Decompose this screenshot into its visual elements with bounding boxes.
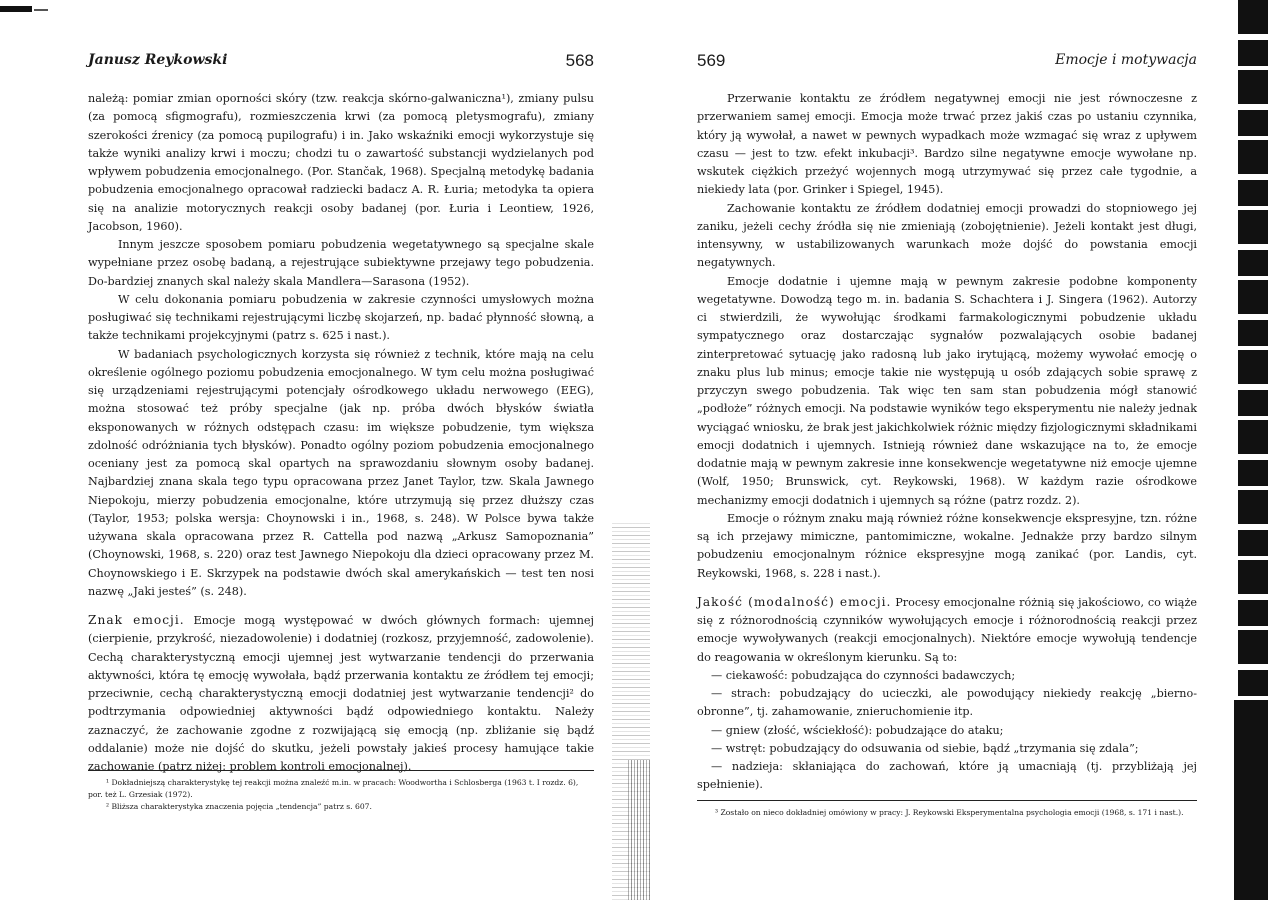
list-item: — gniew (złość, wściekłość): pobudzające do ataku; [711,723,1004,737]
chapter-title: Emocje i motywacja [1055,52,1197,68]
paragraph: W badaniach psychologicznych korzysta się również z technik, które mają na celu określenie ogólnego poziomu pobudzenia emocjonalnego. W tym celu można posługiwać się urządzeniami rejestrującymi potencjały ośrodkowego układu nerwowego (EEG), można stosować też próby specjalne (jak np. próba dwóch błysków światła eksponowanych w różnych odstępach czasu: im większe pobudzenie, tym większa zdolność odróżniania tych błysków). Ponadto ogólny poziom pobudzenia emocjonalnego oceniany jest za pomocą skal opartych na sprawozdaniu słownym osoby badanej. Najbardziej znana skala tego typu opracowana przez Janet Taylor, tzw. Skala Jawnego Niepokoju, mierzy pobudzenia emocjonalne, które utrzymują się przez dłuższy czas (Taylor, 1953; polska wersja: Choynowski i in., 1968, s. 248). W Polsce bywa także używana skala opracowana przez R. Cattella pod nazwą „Arkusz Samopoznania” (Choynowski, 1968, s. 220) oraz test Jawnego Niepokoju dla dzieci opracowany przez M. Choynowskiego i E. Skrzypek na podstawie dwóch skal amerykańskich — test ten nosi nazwę „Jaki jesteś” (s. 248). [88,347,594,598]
list-item: — wstręt: pobudzający do odsuwania od siebie, bądź „trzymania się zdala”; [711,741,1139,755]
list-item: — ciekawość: pobudzająca do czynności badawczych; [711,668,1016,682]
footnote: ² Bliższa charakterystyka znaczenia pojęcia „tendencja” patrz s. 607. [106,802,372,811]
page-edge-shadow [1234,700,1268,900]
section-paragraph [88,611,594,776]
footnote: ¹ Dokładniejszą charakterystykę tej reakcji można znaleźć m.in. w pracach: Woodwortha i Schlosberga (1963 t. I rozdz. 6), por. też L. Grzesiak (1972). [88,778,579,799]
section-text: Procesy emocjonalne różnią się jakościowo, co wiąże się z różnorodnością czynników wywołujących emocje i różnorodnością reakcji przez emocje wywoływanych (reakcji emocjonalnych). Niektóre emocje wywołują tendencje do reagowania w określonym kierunku. Są to: [697,595,1197,664]
paragraph: należą: pomiar zmian oporności skóry (tzw. reakcja skórno-galwaniczna¹), zmiany pulsu (za pomocą sfigmografu), rozmieszczenia krwi (za pomocą pletysmografu), zmiany szerokości źrenicy (za pomocą pupilografu) i in. Jako wskaźniki emocji wykorzystuje się także wyniki analizy krwi i moczu; chodzi tu o zawartość substancji wydzielanych pod wpływem pobudzenia emocjonalnego. (Por. Stančak, 1968). Specjalną metodykę badania pobudzenia emocjonalnego opracował radziecki badacz A. R. Łuria; metodyka ta opiera się na analizie motorycznych reakcji osoby badanej (por. Łuria i Leontiew, 1926, Jacobson, 1960). [88,92,594,233]
paragraph: Emocje dodatnie i ujemne mają w pewnym zakresie podobne komponenty wegetatywne. Dowodzą tego m. in. badania S. Schachtera i J. Singera (1962). Autorzy ci stwierdzili, że wywołując środkami farmakologicznymi pobudzenie układu sympatycznego oraz dostarczając sygnałów pozwalających osobie badanej zinterpretować sytuację jako radosną lub jako irytującą, możemy wywołać emocję o znaku plus lub minus; emocje takie nie występują u osób zdających sobie sprawę z przyczyn swego pobudzenia. Tak więc ten sam stan pobudzenia mógł stanowić „podłoże” różnych emocji. Na podstawie wyników tego eksperymentu nie należy jednak wyciągać wniosku, że brak jest jakichkolwiek różnic między fizjologicznymi składnikami emocji dodatnich i ujemnych. Istnieją również dane wskazujące na to, że emocje dodatnie mają w pewnym zakresie inne konsekwencje wegetatywne niż emocje ujemne (Wolf, 1950; Brunswick, cyt. Reykowski, 1968). W każdym razie ośrodkowe mechanizmy emocji dodatnich i ujemnych są różne (patrz rozdz. 2). [697,274,1197,507]
body-text [88,90,594,776]
page-number: 569 [697,51,726,70]
paragraph: W celu dokonania pomiaru pobudzenia w zakresie czynności umysłowych można posługiwać się technikami rejestrującymi liczbę skojarzeń, np. badać płynność słowną, a także technikami projekcyjnymi (patrz s. 625 i nast.). [88,292,594,343]
body-text [697,90,1197,795]
section-paragraph [697,593,1197,667]
paragraph: Emocje o różnym znaku mają również różne konsekwencje ekspresyjne, tzn. różne są ich przejawy mimiczne, pantomimiczne, wokalne. Jednakże przy bardzo silnym pobudzeniu emocjonalnym różnice ekspresyjne mogą zanikać (por. Landis, cyt. Reykowski, 1968, s. 228 i nast.). [697,511,1197,580]
author-name: Janusz Reykowski [88,52,228,68]
paragraph: Innym jeszcze sposobem pomiaru pobudzenia wegetatywnego są specjalne skale wypełniane przez osobę badaną, a rejestrujące subiektywne przejawy tego pobudzenia. Do-bardziej znanych skal należy skala Mandlera—Sarasona (1952). [88,238,594,288]
binding-gutter [628,760,650,900]
section-heading: Jakość (modalność) emocji. [697,594,892,609]
paragraph: Przerwanie kontaktu ze źródłem negatywnej emocji nie jest równoczesne z przerwaniem samej emocji. Emocja może trwać przez jakiś czas po ustaniu czynnika, który ją wywołał, a nawet w pewnych wypadkach może wzmagać się wraz z upływem czasu — jest to tzw. efekt inkubacji³. Bardzo silne negatywne emocje wywołane np. wskutek ciężkich przeżyć wojennych mogą utrzymywać się przez całe tygodnie, a niekiedy lata (por. Grinker i Spiegel, 1945). [697,92,1197,197]
scan-artifact [34,9,48,11]
list-item: — nadzieja: skłaniająca do zachowań, które ją umacniają (tj. przybliżają jej spełnienie). [697,760,1197,792]
running-head [88,52,594,76]
section-heading: Znak emocji. [88,613,185,627]
page-number: 568 [565,51,594,70]
footnotes [88,770,594,813]
paragraph: Zachowanie kontaktu ze źródłem dodatniej emocji prowadzi do stopniowego jej zaniku, jeżeli cechy źródła się nie zmieniają (zobojętnienie). Jeżeli kontakt jest długi, intensywny, w ustabilizowanych warunkach może dojść do powstania emocji negatywnych. [697,201,1197,270]
footnote-rule [697,800,1197,801]
footnote: ³ Zostało on nieco dokładniej omówiony w pracy: J. Reykowski Eksperymentalna psychologia emocji (1968, s. 171 i nast.). [715,808,1184,817]
running-head [697,52,1197,76]
scan-artifact [0,6,32,12]
list-item: — strach: pobudzający do ucieczki, ale powodujący niekiedy reakcję „bierno-obronne”, tj. zahamowanie, znieruchomienie itp. [697,687,1197,719]
footnote-rule [88,770,594,771]
section-text: Emocje mogą występować w dwóch głównych formach: ujemnej (cierpienie, przykrość, niezadowolenie) i dodatniej (rozkosz, przyjemność, zadowolenie). Cechą charakterystyczną emocji ujemnej jest wytwarzanie tendencji do przerwania aktywności, która tę emocję wywołała, bądź przerwania kontaktu ze źródłem tej emocji; przeciwnie, cechą charakterystyczną emocji dodatniej jest wytwarzanie tendencji² do podtrzymania odpowiedniej aktywności bądź odpowiedniego kontaktu. Należy zaznaczyć, że zachowanie zgodne z rozwijającą się emocją (np. zbliżanie się bądź oddalanie) może nie dojść do skutku, jeżeli powstały jakieś procesy hamujące takie zachowanie (patrz niżej: problem kontroli emocjonalnej). [88,614,595,773]
footnotes [697,800,1197,819]
emotion-list [697,667,1197,795]
